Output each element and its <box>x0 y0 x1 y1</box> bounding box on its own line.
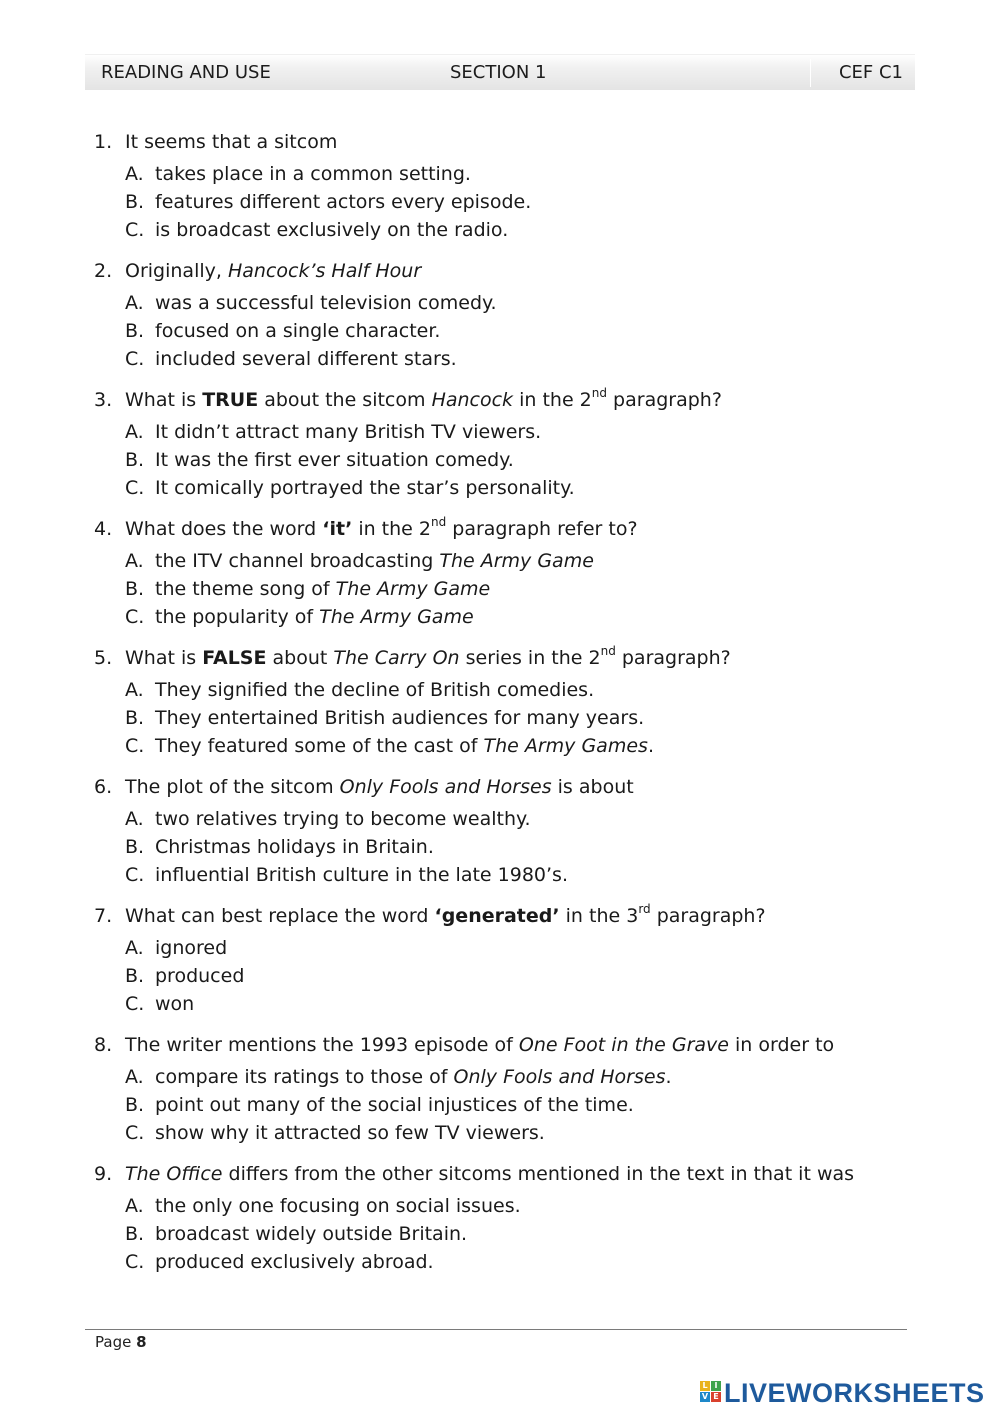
text-run: ignored <box>155 937 228 959</box>
option-letter: A. <box>125 937 144 959</box>
answer-options <box>94 1192 914 1276</box>
question-2 <box>94 257 914 373</box>
question-5 <box>94 644 914 760</box>
text-run: influential British culture in the late 1980’s. <box>155 864 568 886</box>
answer-option[interactable] <box>125 1248 914 1276</box>
answer-options <box>94 418 914 502</box>
answer-option[interactable] <box>125 861 914 889</box>
text-run: focused on a single character. <box>155 320 441 342</box>
text-run: The plot of the sitcom <box>125 776 340 798</box>
text-run: takes place in a common setting. <box>155 163 471 185</box>
page-number-value: 8 <box>136 1333 147 1351</box>
text-run: The writer mentions the 1993 episode of <box>125 1034 519 1056</box>
text-run: It seems that a sitcom <box>125 131 338 153</box>
footer-divider <box>85 1329 907 1330</box>
text-run: nd <box>591 385 608 400</box>
option-letter: C. <box>125 864 145 886</box>
option-letter: A. <box>125 1066 144 1088</box>
text-run: The Army Game <box>439 550 594 572</box>
text-run: about the sitcom <box>258 389 432 411</box>
answer-options <box>94 547 914 631</box>
text-run: The Carry On <box>333 647 460 669</box>
answer-option[interactable] <box>125 446 914 474</box>
text-run: produced exclusively abroad. <box>155 1251 434 1273</box>
text-run: Only Fools and Horses <box>453 1066 666 1088</box>
text-run: won <box>155 993 195 1015</box>
text-run: the only one focusing on social issues. <box>155 1195 521 1217</box>
option-letter: A. <box>125 679 144 701</box>
text-run: They featured some of the cast of <box>155 735 484 757</box>
answer-option[interactable] <box>125 962 914 990</box>
text-run: The Army Game <box>335 578 491 600</box>
logo-square: L <box>700 1381 710 1391</box>
answer-option[interactable] <box>125 188 914 216</box>
question-stem <box>94 644 914 672</box>
question-stem <box>94 1031 914 1059</box>
question-stem <box>94 386 914 414</box>
text-run: included several different stars. <box>155 348 457 370</box>
question-stem <box>94 902 914 930</box>
option-letter: C. <box>125 606 145 628</box>
answer-option[interactable] <box>125 418 914 446</box>
header-reading-and-use: READING AND USE <box>101 62 271 83</box>
option-letter: B. <box>125 836 145 858</box>
option-letter: B. <box>125 965 145 987</box>
text-run: paragraph refer to? <box>446 518 638 540</box>
text-run: in the 2 <box>513 389 592 411</box>
question-3 <box>94 386 914 502</box>
question-number: 7. <box>94 905 113 927</box>
text-run: show why it attracted so few TV viewers. <box>155 1122 545 1144</box>
question-list <box>94 128 914 1289</box>
option-letter: C. <box>125 477 145 499</box>
text-run: ‘it’ <box>322 518 353 540</box>
text-run: produced <box>155 965 245 987</box>
text-run: What is <box>125 389 203 411</box>
question-1 <box>94 128 914 244</box>
question-9 <box>94 1160 914 1276</box>
option-letter: C. <box>125 1122 145 1144</box>
answer-options <box>94 676 914 760</box>
option-letter: B. <box>125 320 145 342</box>
text-run: Hancock <box>431 389 514 411</box>
option-letter: B. <box>125 707 145 729</box>
header-divider <box>810 59 811 87</box>
question-number: 6. <box>94 776 113 798</box>
text-run: is broadcast exclusively on the radio. <box>155 219 509 241</box>
text-run: Only Fools and Horses <box>339 776 552 798</box>
text-run: Hancock’s Half Hour <box>227 260 422 282</box>
text-run: The Army Games <box>483 735 648 757</box>
answer-option[interactable] <box>125 805 914 833</box>
logo-squares-icon <box>700 1381 722 1405</box>
text-run: What can best replace the word <box>125 905 435 927</box>
text-run: They signified the decline of British comedies. <box>155 679 595 701</box>
question-6 <box>94 773 914 889</box>
answer-options <box>94 289 914 373</box>
text-run: The Army Game <box>319 606 474 628</box>
text-run: nd <box>431 514 447 529</box>
text-run: two relatives trying to become wealthy. <box>155 808 531 830</box>
option-letter: B. <box>125 578 145 600</box>
text-run: the theme song of <box>155 578 336 600</box>
answer-option[interactable] <box>125 1220 914 1248</box>
option-letter: C. <box>125 219 145 241</box>
question-stem <box>94 515 914 543</box>
answer-option[interactable] <box>125 704 914 732</box>
logo-text: LIVEWORKSHEETS <box>724 1378 985 1408</box>
answer-option[interactable] <box>125 833 914 861</box>
text-run: The Office <box>125 1163 223 1185</box>
answer-option[interactable] <box>125 474 914 502</box>
question-number: 4. <box>94 518 113 540</box>
text-run: compare its ratings to those of <box>155 1066 454 1088</box>
text-run: point out many of the social injustices of the time. <box>155 1094 634 1116</box>
text-run: ‘generated’ <box>434 905 560 927</box>
answer-options <box>94 805 914 889</box>
question-4 <box>94 515 914 631</box>
text-run: Originally, <box>125 260 228 282</box>
answer-option[interactable] <box>125 1192 914 1220</box>
text-run: the popularity of <box>155 606 320 628</box>
option-letter: A. <box>125 163 144 185</box>
question-number: 8. <box>94 1034 113 1056</box>
text-run: rd <box>638 901 651 916</box>
question-number: 5. <box>94 647 113 669</box>
option-letter: A. <box>125 292 144 314</box>
question-stem <box>94 773 914 801</box>
text-run: in the 2 <box>352 518 431 540</box>
option-letter: C. <box>125 735 145 757</box>
answer-option[interactable] <box>125 1063 914 1091</box>
option-letter: A. <box>125 550 144 572</box>
question-stem <box>94 257 914 285</box>
answer-option[interactable] <box>125 160 914 188</box>
question-7 <box>94 902 914 1018</box>
text-run: in the 3 <box>559 905 639 927</box>
answer-options <box>94 1063 914 1147</box>
question-stem <box>94 1160 914 1188</box>
option-letter: A. <box>125 808 144 830</box>
question-stem <box>94 128 914 156</box>
answer-options <box>94 160 914 244</box>
text-run: They entertained British audiences for many years. <box>155 707 645 729</box>
option-letter: C. <box>125 993 145 1015</box>
text-run: paragraph? <box>615 647 731 669</box>
answer-option[interactable] <box>125 345 914 373</box>
question-number: 9. <box>94 1163 113 1185</box>
logo-square: V <box>701 1392 709 1401</box>
option-letter: B. <box>125 1094 145 1116</box>
answer-option[interactable] <box>125 1119 914 1147</box>
option-letter: A. <box>125 1195 144 1217</box>
question-8 <box>94 1031 914 1147</box>
logo-square: I <box>711 1381 721 1391</box>
text-run: the ITV channel broadcasting <box>155 550 440 572</box>
option-letter: B. <box>125 449 145 471</box>
text-run: broadcast widely outside Britain. <box>155 1223 468 1245</box>
text-run: series in the 2 <box>459 647 601 669</box>
answer-option[interactable] <box>125 575 914 603</box>
text-run: What does the word <box>125 518 323 540</box>
answer-option[interactable] <box>125 732 914 760</box>
text-run: in order to <box>728 1034 835 1056</box>
answer-option[interactable] <box>125 676 914 704</box>
text-run: . <box>647 735 654 757</box>
option-letter: A. <box>125 421 144 443</box>
text-run: One Foot in the Grave <box>518 1034 729 1056</box>
text-run: paragraph? <box>650 905 766 927</box>
text-run: It was the first ever situation comedy. <box>155 449 514 471</box>
answer-options <box>94 934 914 1018</box>
text-run: is about <box>551 776 634 798</box>
page-header <box>85 54 915 90</box>
text-run: about <box>266 647 334 669</box>
answer-option[interactable] <box>125 1091 914 1119</box>
answer-option[interactable] <box>125 934 914 962</box>
option-letter: C. <box>125 1251 145 1273</box>
page-label: Page <box>95 1333 132 1351</box>
answer-option[interactable] <box>125 990 914 1018</box>
text-run: was a successful television comedy. <box>155 292 497 314</box>
text-run: differs from the other sitcoms mentioned in the text in that it was <box>222 1163 855 1185</box>
question-number: 3. <box>94 389 113 411</box>
text-run: features different actors every episode. <box>155 191 532 213</box>
answer-option[interactable] <box>125 603 914 631</box>
text-run: Christmas holidays in Britain. <box>155 836 434 858</box>
page-number <box>95 1333 147 1351</box>
text-run: . <box>665 1066 672 1088</box>
header-level: CEF C1 <box>838 62 903 83</box>
answer-option[interactable] <box>125 289 914 317</box>
option-letter: B. <box>125 1223 145 1245</box>
logo-square: E <box>711 1392 721 1402</box>
text-run: nd <box>600 643 616 658</box>
text-run: paragraph? <box>607 389 722 411</box>
question-number: 1. <box>94 131 113 153</box>
answer-option[interactable] <box>125 216 914 244</box>
text-run: It comically portrayed the star’s personality. <box>155 477 575 499</box>
answer-option[interactable] <box>125 547 914 575</box>
option-letter: C. <box>125 348 145 370</box>
text-run: What is <box>125 647 203 669</box>
answer-option[interactable] <box>125 317 914 345</box>
question-number: 2. <box>94 260 113 282</box>
text-run: FALSE <box>202 647 267 669</box>
text-run: TRUE <box>202 389 259 411</box>
text-run: It didn’t attract many British TV viewers. <box>155 421 542 443</box>
option-letter: B. <box>125 191 145 213</box>
header-section: SECTION 1 <box>450 62 547 83</box>
